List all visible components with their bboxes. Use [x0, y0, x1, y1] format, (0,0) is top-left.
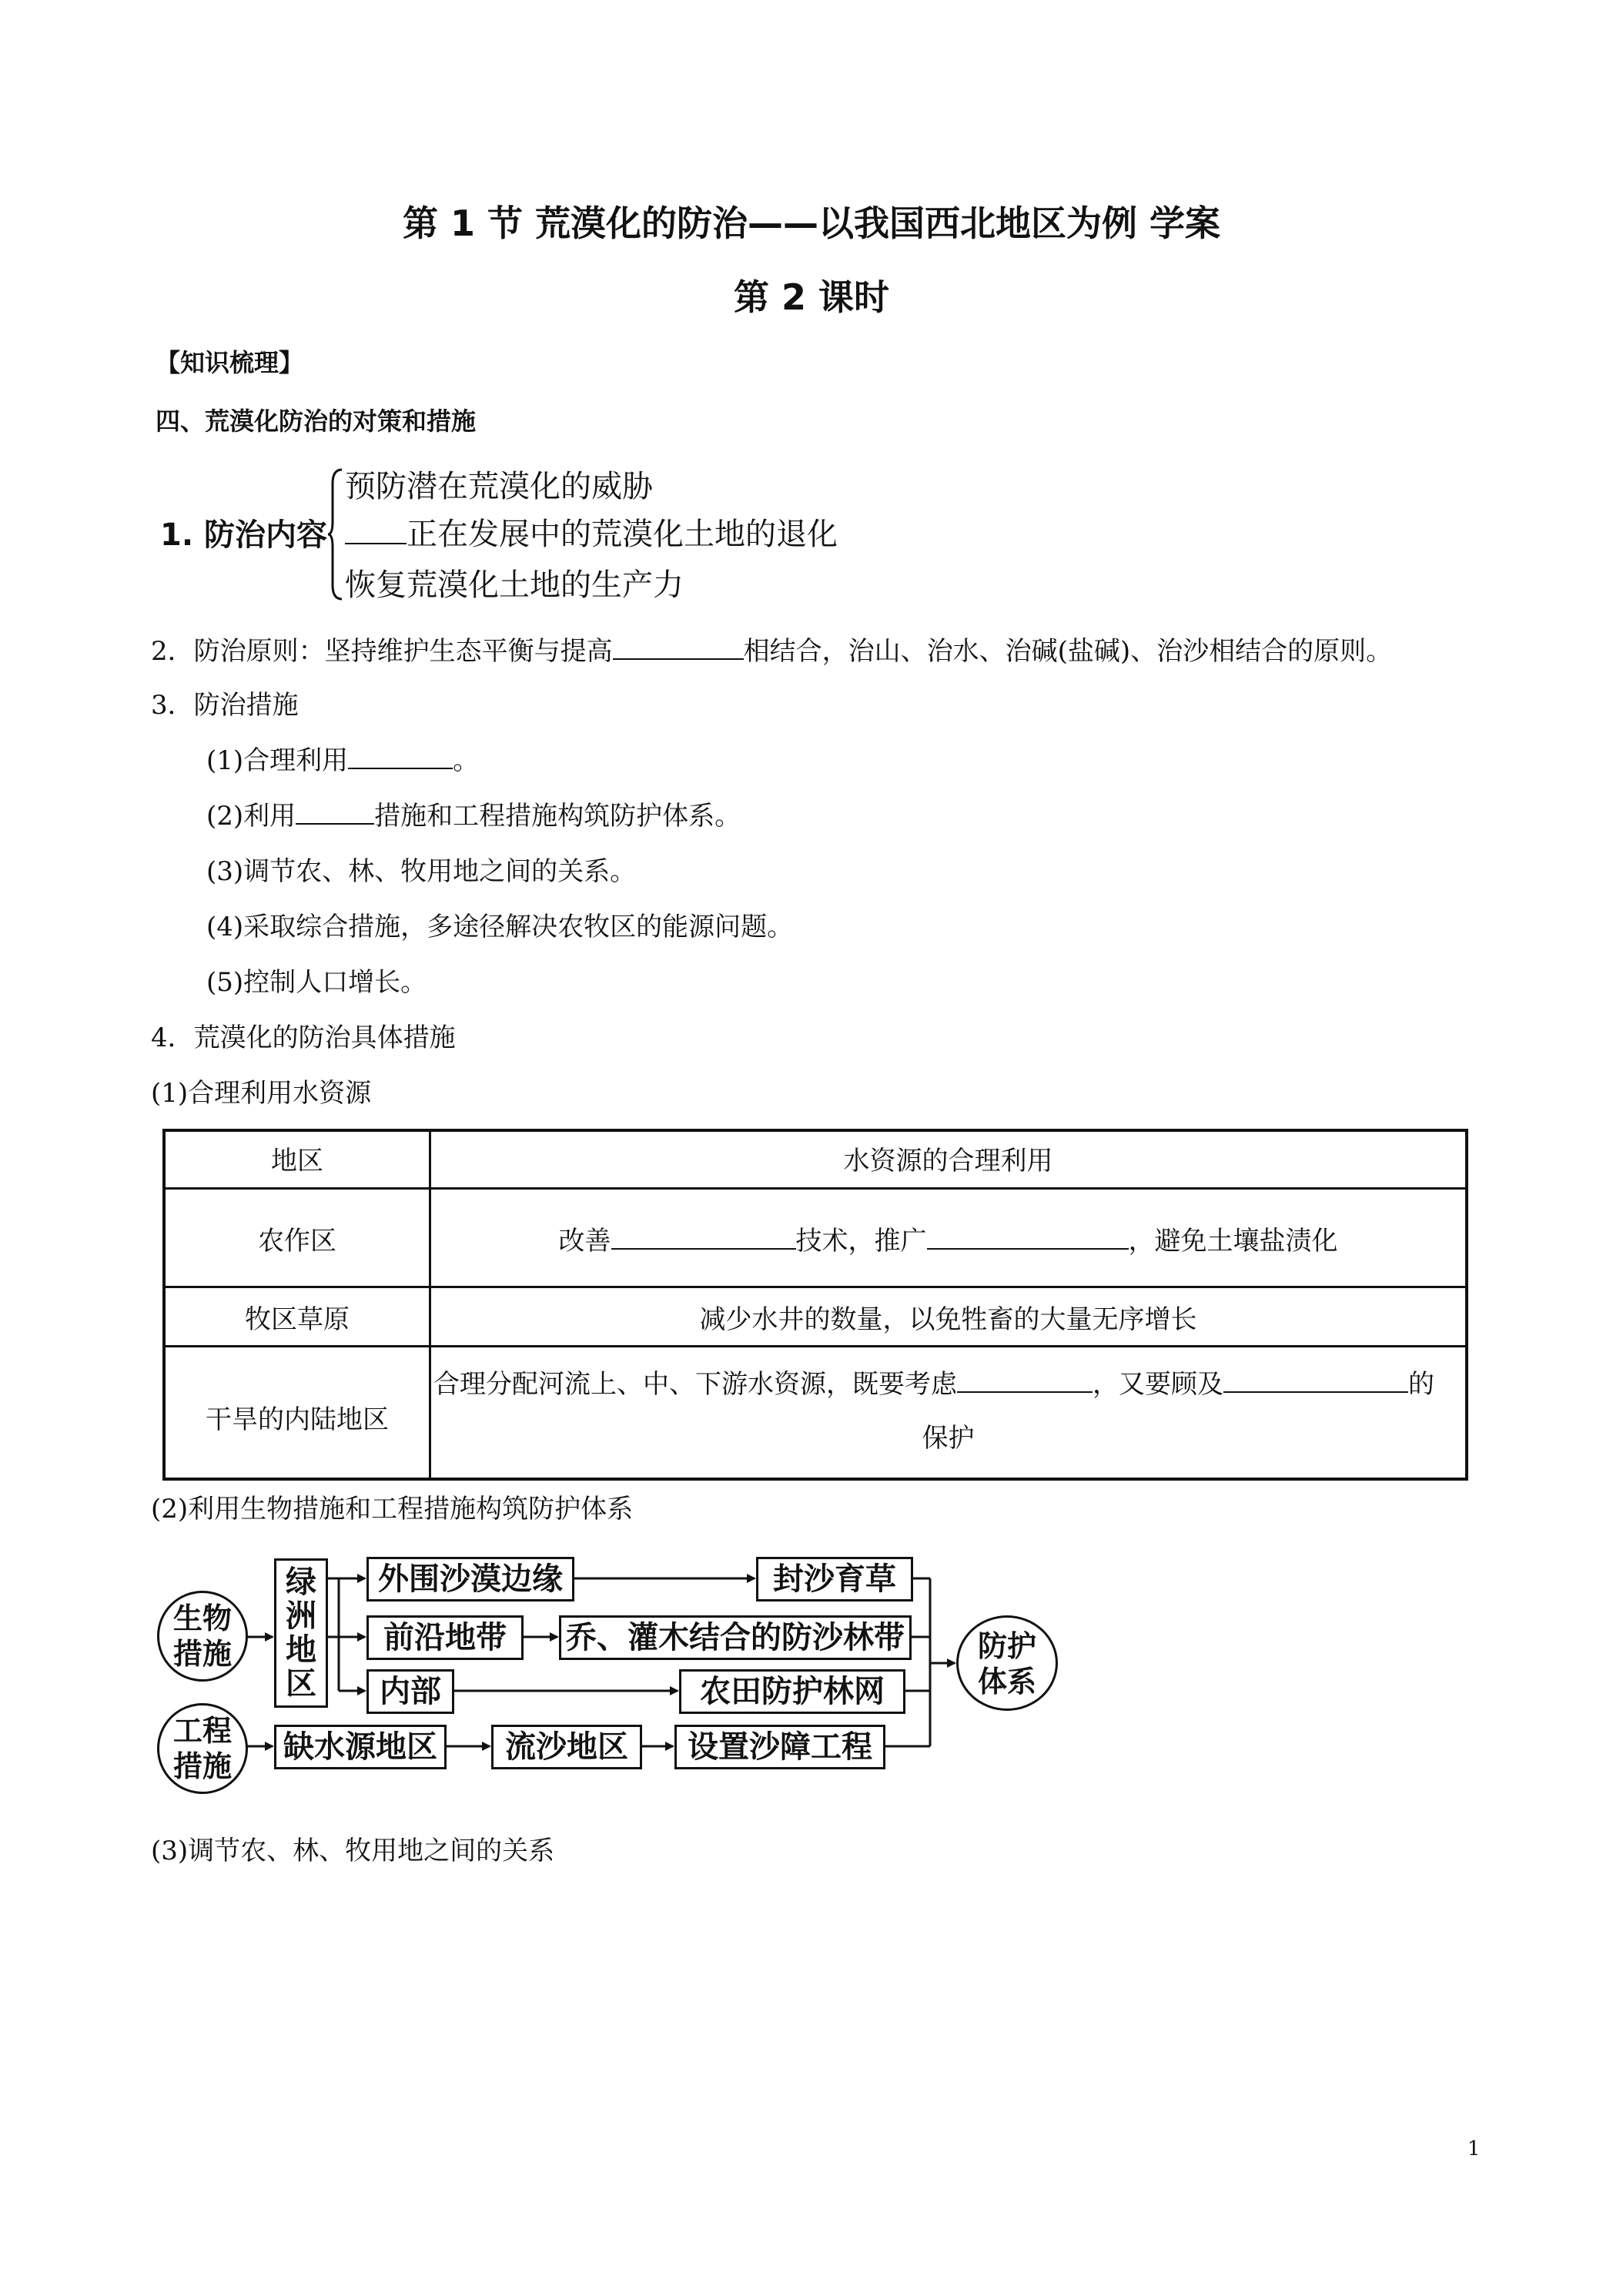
protection-system-circle — [956, 1615, 1058, 1711]
eng-circle-line1: 工程 — [172, 1714, 232, 1748]
box-farmland-shelterbelt: 农田防护林网 — [679, 1669, 905, 1714]
section-tag: 【知识梳理】 — [156, 348, 304, 377]
table-header-usage: 水资源的合理利用 — [843, 1146, 1053, 1176]
oasis-char: 地 — [286, 1632, 316, 1668]
m2-after: 措施和工程措施构筑防护体系。 — [374, 801, 741, 832]
eng-circle-line2: 措施 — [172, 1749, 232, 1783]
m2-before: (2)利用 — [206, 801, 296, 832]
result-circle-line2: 体系 — [977, 1665, 1036, 1699]
oasis-box — [274, 1558, 328, 1708]
result-circle-line1: 防护 — [977, 1629, 1036, 1663]
item1-line3: 恢复荒漠化土地的生产力 — [345, 567, 684, 603]
table-row-content-line2: 保护 — [922, 1423, 975, 1454]
box-drift-sand-area: 流沙地区 — [491, 1725, 642, 1769]
section-heading: 四、荒漠化防治的对策和措施 — [156, 407, 477, 436]
m1-before: (1)合理利用 — [206, 745, 349, 776]
item1-line2: 正在发展中的荒漠化土地的退化 — [407, 517, 838, 552]
item3-measure4: (4)采取综合措施，多途径解决农牧区的能源问题。 — [206, 912, 794, 942]
item2-text-after: 相结合，治山、治水、治碱(盐碱)、治沙相结合的原则。 — [743, 636, 1393, 667]
eng-measures-circle — [157, 1703, 248, 1794]
oasis-char: 洲 — [286, 1598, 316, 1634]
item4-sub3: (3)调节农、林、牧用地之间的关系 — [151, 1836, 555, 1866]
item1-label: 1. 防治内容 — [160, 517, 327, 553]
document-subtitle: 第 2 课时 — [733, 276, 890, 318]
box-shelter-forest-belt: 乔、灌木结合的防沙林带 — [559, 1615, 912, 1660]
item4-sub1: (1)合理利用水资源 — [151, 1078, 372, 1109]
item4-sub2: (2)利用生物措施和工程措施构筑防护体系 — [151, 1494, 634, 1525]
box-frontier-zone: 前沿地带 — [366, 1615, 524, 1660]
table-row-region: 农作区 — [258, 1226, 336, 1257]
table-row-region: 牧区草原 — [245, 1304, 350, 1335]
oasis-char: 区 — [286, 1666, 316, 1702]
page-number: 1 — [1467, 2137, 1481, 2160]
table-row-region: 干旱的内陆地区 — [206, 1404, 389, 1435]
item1-line1: 预防潜在荒漠化的威胁 — [345, 469, 653, 504]
box-interior: 内部 — [366, 1669, 454, 1714]
box-sand-sealing: 封沙育草 — [756, 1557, 913, 1602]
item3-measure3: (3)调节农、林、牧用地之间的关系。 — [206, 856, 637, 887]
row1-mid: 技术，推广 — [795, 1226, 927, 1257]
item4-heading: 4．荒漠化的防治具体措施 — [151, 1022, 456, 1053]
bio-circle-line1: 生物 — [172, 1602, 232, 1635]
box-outer-desert-edge: 外围沙漠边缘 — [366, 1557, 574, 1602]
box-water-scarce-area: 缺水源地区 — [274, 1725, 447, 1769]
bio-measures-circle — [157, 1591, 248, 1682]
item3-heading: 3．防治措施 — [151, 690, 299, 721]
oasis-char: 绿 — [286, 1565, 316, 1600]
row1-after: ，避免土壤盐渍化 — [1128, 1226, 1338, 1257]
m1-after: 。 — [453, 745, 480, 776]
table-header-region: 地区 — [271, 1146, 323, 1176]
item3-measure5: (5)控制人口增长。 — [206, 967, 427, 998]
row3-after: 的 — [1408, 1369, 1434, 1400]
document-title: 第 1 节 荒漠化的防治——以我国西北地区为例 学案 — [402, 202, 1221, 244]
item2-text-before: 2．防治原则：坚持维护生态平衡与提高 — [151, 636, 613, 667]
table-row-content: 减少水井的数量，以免牲畜的大量无序增长 — [699, 1304, 1197, 1335]
row3-mid: ，又要顾及 — [1093, 1369, 1223, 1400]
row3-before: 合理分配河流上、中、下游水资源，既要考虑 — [433, 1369, 957, 1400]
row1-before: 改善 — [558, 1226, 611, 1257]
bio-circle-line2: 措施 — [172, 1637, 232, 1671]
box-sand-barrier-project: 设置沙障工程 — [674, 1725, 885, 1769]
